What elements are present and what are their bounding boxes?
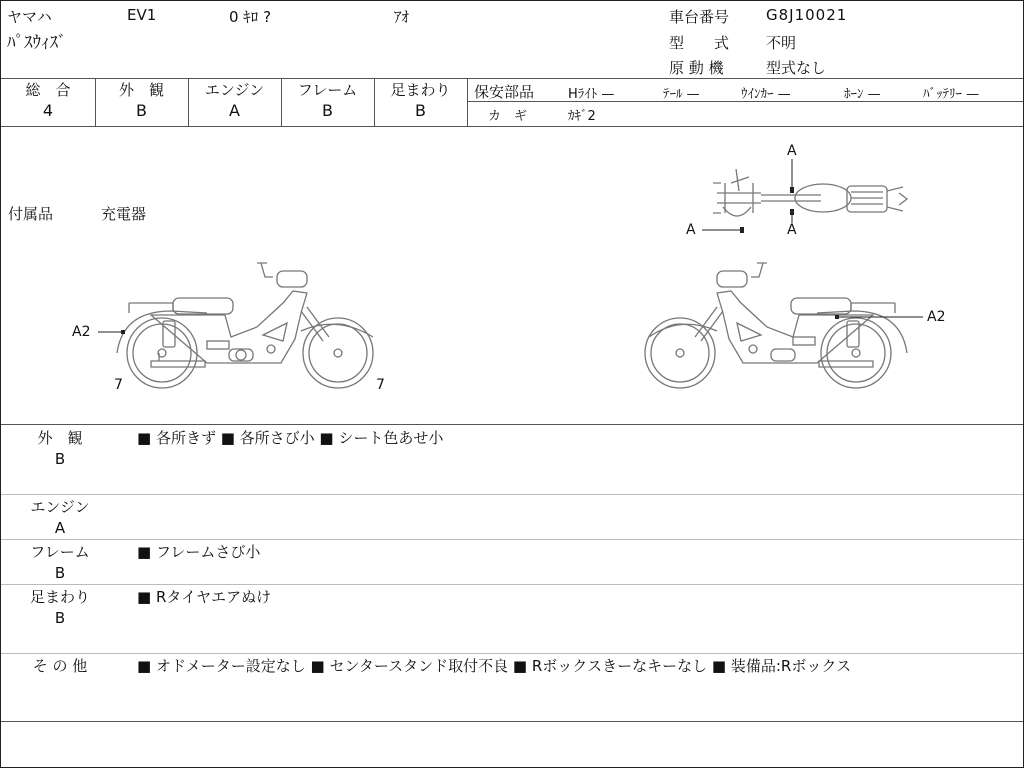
damage-marker [835, 315, 839, 319]
divider [1, 494, 1024, 495]
maker: ヤマハ [7, 8, 52, 26]
divider [1, 584, 1024, 585]
safety-taillight: ﾃｰﾙ — [663, 87, 700, 102]
key-value: ｶｷﾞ2 [568, 109, 596, 124]
grade-label: 外 観 [118, 81, 164, 99]
note-engine [1, 496, 1024, 538]
accessories-value: 充電器 [101, 205, 147, 223]
note-label: 足まわり [29, 588, 90, 606]
key-label: カ ギ [488, 109, 528, 124]
model-name: ﾊﾟｽｳｨｽﾞ [7, 33, 67, 53]
divider [1, 653, 1024, 654]
safety-headlight: Hﾗｲﾄ — [568, 87, 615, 102]
note-label: フレーム [30, 543, 90, 561]
grade-label: エンジン [204, 81, 265, 99]
safety-label: 保安部品 [474, 83, 535, 101]
note-grade: B [54, 450, 66, 468]
note-text: ■ フレームさび小 [137, 543, 261, 561]
note-label: エンジン [30, 498, 90, 516]
note-grade: B [54, 564, 66, 582]
grade-value: 4 [42, 101, 54, 120]
damage-mark-rear: A2 [72, 324, 91, 340]
note-grade: B [54, 609, 66, 627]
divider [1, 721, 1024, 722]
note-text: ■ Rタイヤエアぬけ [137, 588, 272, 606]
damage-mark-top: A [787, 143, 797, 159]
frame-number-label: 車台番号 [669, 8, 730, 26]
type-value: 不明 [766, 34, 797, 52]
tire-mark-rear: 7 [114, 377, 123, 393]
damage-mark-front: A [686, 222, 696, 238]
safety-battery: ﾊﾞｯﾃﾘｰ — [923, 87, 980, 102]
safety-horn: ﾎｰﾝ — [844, 87, 881, 102]
note-text: ■ 各所きず ■ 各所さび小 ■ シート色あせ小 [137, 429, 444, 447]
frame-number: G8J10021 [766, 6, 848, 24]
note-suspension [1, 586, 1024, 652]
accessories-label: 付属品 [8, 205, 54, 223]
grade-label: 足まわり [390, 81, 451, 99]
mileage: 0 ｷﾛ ? [229, 8, 272, 26]
divider [1, 424, 1024, 425]
model-code: EV1 [127, 6, 157, 24]
safety-winker: ｳｲﾝｶｰ — [741, 87, 791, 102]
divider [1, 539, 1024, 540]
color: ｱｵ [394, 8, 410, 26]
damage-mark-right: A2 [927, 309, 946, 325]
grade-value: B [415, 101, 426, 120]
note-grade: A [54, 519, 66, 537]
note-label: 外 観 [37, 429, 83, 447]
grade-value: B [136, 101, 147, 120]
grade-value: B [322, 101, 333, 120]
note-frame [1, 541, 1024, 583]
type-label: 型 式 [669, 34, 730, 52]
grade-label: 総 合 [25, 81, 71, 99]
engine-type-value: 型式なし [766, 59, 827, 77]
note-label: そ の 他 [32, 657, 88, 675]
tire-mark-front: 7 [376, 377, 385, 393]
grade-value: A [229, 101, 240, 120]
damage-mark-bottom: A [787, 222, 797, 238]
note-text: ■ オドメーター設定なし ■ センタースタンド取付不良 ■ Rボックスきーなキーなし ■ 装備品:Rボックス [137, 657, 852, 675]
grade-label: フレーム [297, 81, 358, 99]
note-other [1, 655, 1024, 721]
note-exterior [1, 427, 1024, 493]
engine-type-label: 原 動 機 [669, 59, 724, 77]
